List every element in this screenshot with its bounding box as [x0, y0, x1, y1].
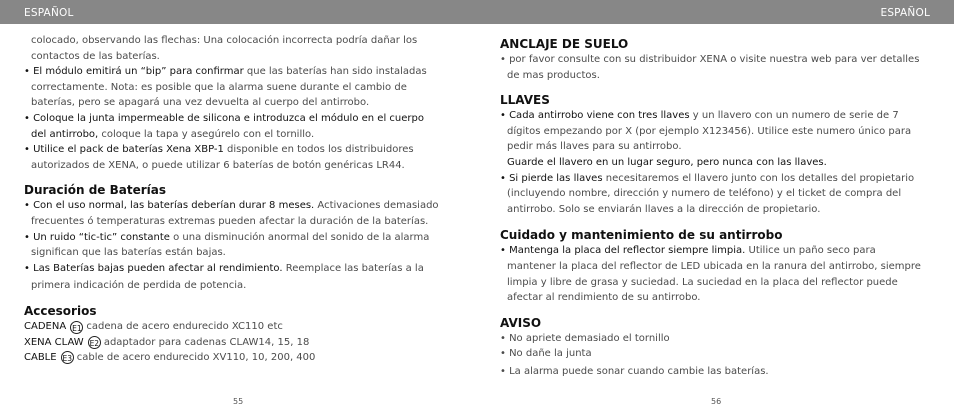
language-label-right: ESPAÑOL: [880, 7, 930, 19]
list-item: • No dañe la junta: [500, 348, 592, 360]
list-item: • Cada antirrobo viene con tres llaves y un llavero con un numero de serie de 7 dígitos empezando por X (por ejemplo X123456). Utilice este numero único para pedir más llaves para su antirrobo. Guarde el llavero en un lugar seguro, pero nunca con las llaves.: [500, 110, 912, 168]
list-item: • por favor consulte con su distribuidor XENA o visite nuestra web para ver detalles de mas productos.: [500, 54, 920, 81]
accessory-row: XENA CLAW E2 adaptador para cadenas CLAW14, 15, 18: [24, 336, 310, 348]
badge-e1: E1: [70, 321, 83, 334]
list-item: • Mantenga la placa del reflector siempre limpia. Utilice un paño seco para mantener la placa del reflector de LED ubicada en la ranura del antirrobo, siempre limpia y libre de grasa y suciedad. La suciedad en la placa del reflector puede afectar al rendimiento de su antirrobo.: [500, 245, 921, 304]
page-header-bar: [0, 0, 954, 24]
intro-line: contactos de las baterías.: [31, 50, 160, 62]
list-item: • Un ruido “tic-tic” constante o una disminución anormal del sonido de la alarma significan que las baterías están bajas.: [24, 231, 430, 259]
list-item: • La alarma puede sonar cuando cambie las baterías.: [500, 365, 769, 377]
intro-line: colocado, observando las flechas: Una colocación incorrecta podría dañar los: [31, 35, 418, 46]
section-title-llaves: LLAVES: [500, 93, 550, 108]
section-title-anclaje: ANCLAJE DE SUELO: [500, 37, 629, 51]
section-title-duracion: Duración de Baterías: [24, 183, 167, 198]
list-item: • El módulo emitirá un “bip” para confirmar que las baterías han sido instaladas correctamente. Nota: es posible que la alarma suene durante el cambio de baterías, pero se apagará una vez devuelta al cuerpo del antirrobo.: [24, 66, 427, 109]
accessory-row: CADENA E1 cadena de acero endurecido XC110 etc: [24, 321, 283, 333]
right-page-column: [500, 37, 932, 380]
section-title-aviso: AVISO: [500, 315, 542, 330]
list-item: • Coloque la junta impermeable de silicona e introduzca el módulo en el cuerpo del antirrobo, coloque la tapa y asegúrelo con el tornillo.: [24, 112, 424, 140]
list-item: • No apriete demasiado el tornillo: [500, 332, 670, 344]
left-page-column: [24, 33, 454, 366]
list-item: • Utilice el pack de baterías Xena XBP-1 disponible en todos los distribuidores autorizados de XENA, o puede utilizar 6 baterías de botón genéricas LR44.: [24, 144, 414, 171]
section-title-cuidado: Cuidado y mantenimiento de su antirrobo: [500, 228, 783, 243]
list-item: • Las Baterías bajas pueden afectar al rendimiento. Reemplace las baterías a la primera indicación de perdida de potencia.: [24, 262, 424, 291]
badge-e3: E3: [61, 351, 74, 364]
list-item: • Con el uso normal, las baterías deberían durar 8 meses. Activaciones demasiado frecuentes ó temperaturas extremas pueden afectar la duración de la baterías.: [24, 200, 439, 227]
page-number-left: 55: [233, 397, 244, 406]
language-label-left: ESPAÑOL: [24, 7, 74, 19]
badge-e2: E2: [88, 336, 101, 349]
page-number-right: 56: [711, 397, 722, 406]
list-item: • Si pierde las llaves necesitaremos el llavero junto con los detalles del propietario (incluyendo nombre, dirección y numero de teléfono) y el ticket de compra del antirrobo. Solo se enviarán llaves a la dirección de propietario.: [500, 172, 915, 215]
section-title-accesorios: Accesorios: [24, 304, 97, 319]
accessory-row: CABLE E3 cable de acero endurecido XV110, 10, 200, 400: [24, 352, 316, 364]
